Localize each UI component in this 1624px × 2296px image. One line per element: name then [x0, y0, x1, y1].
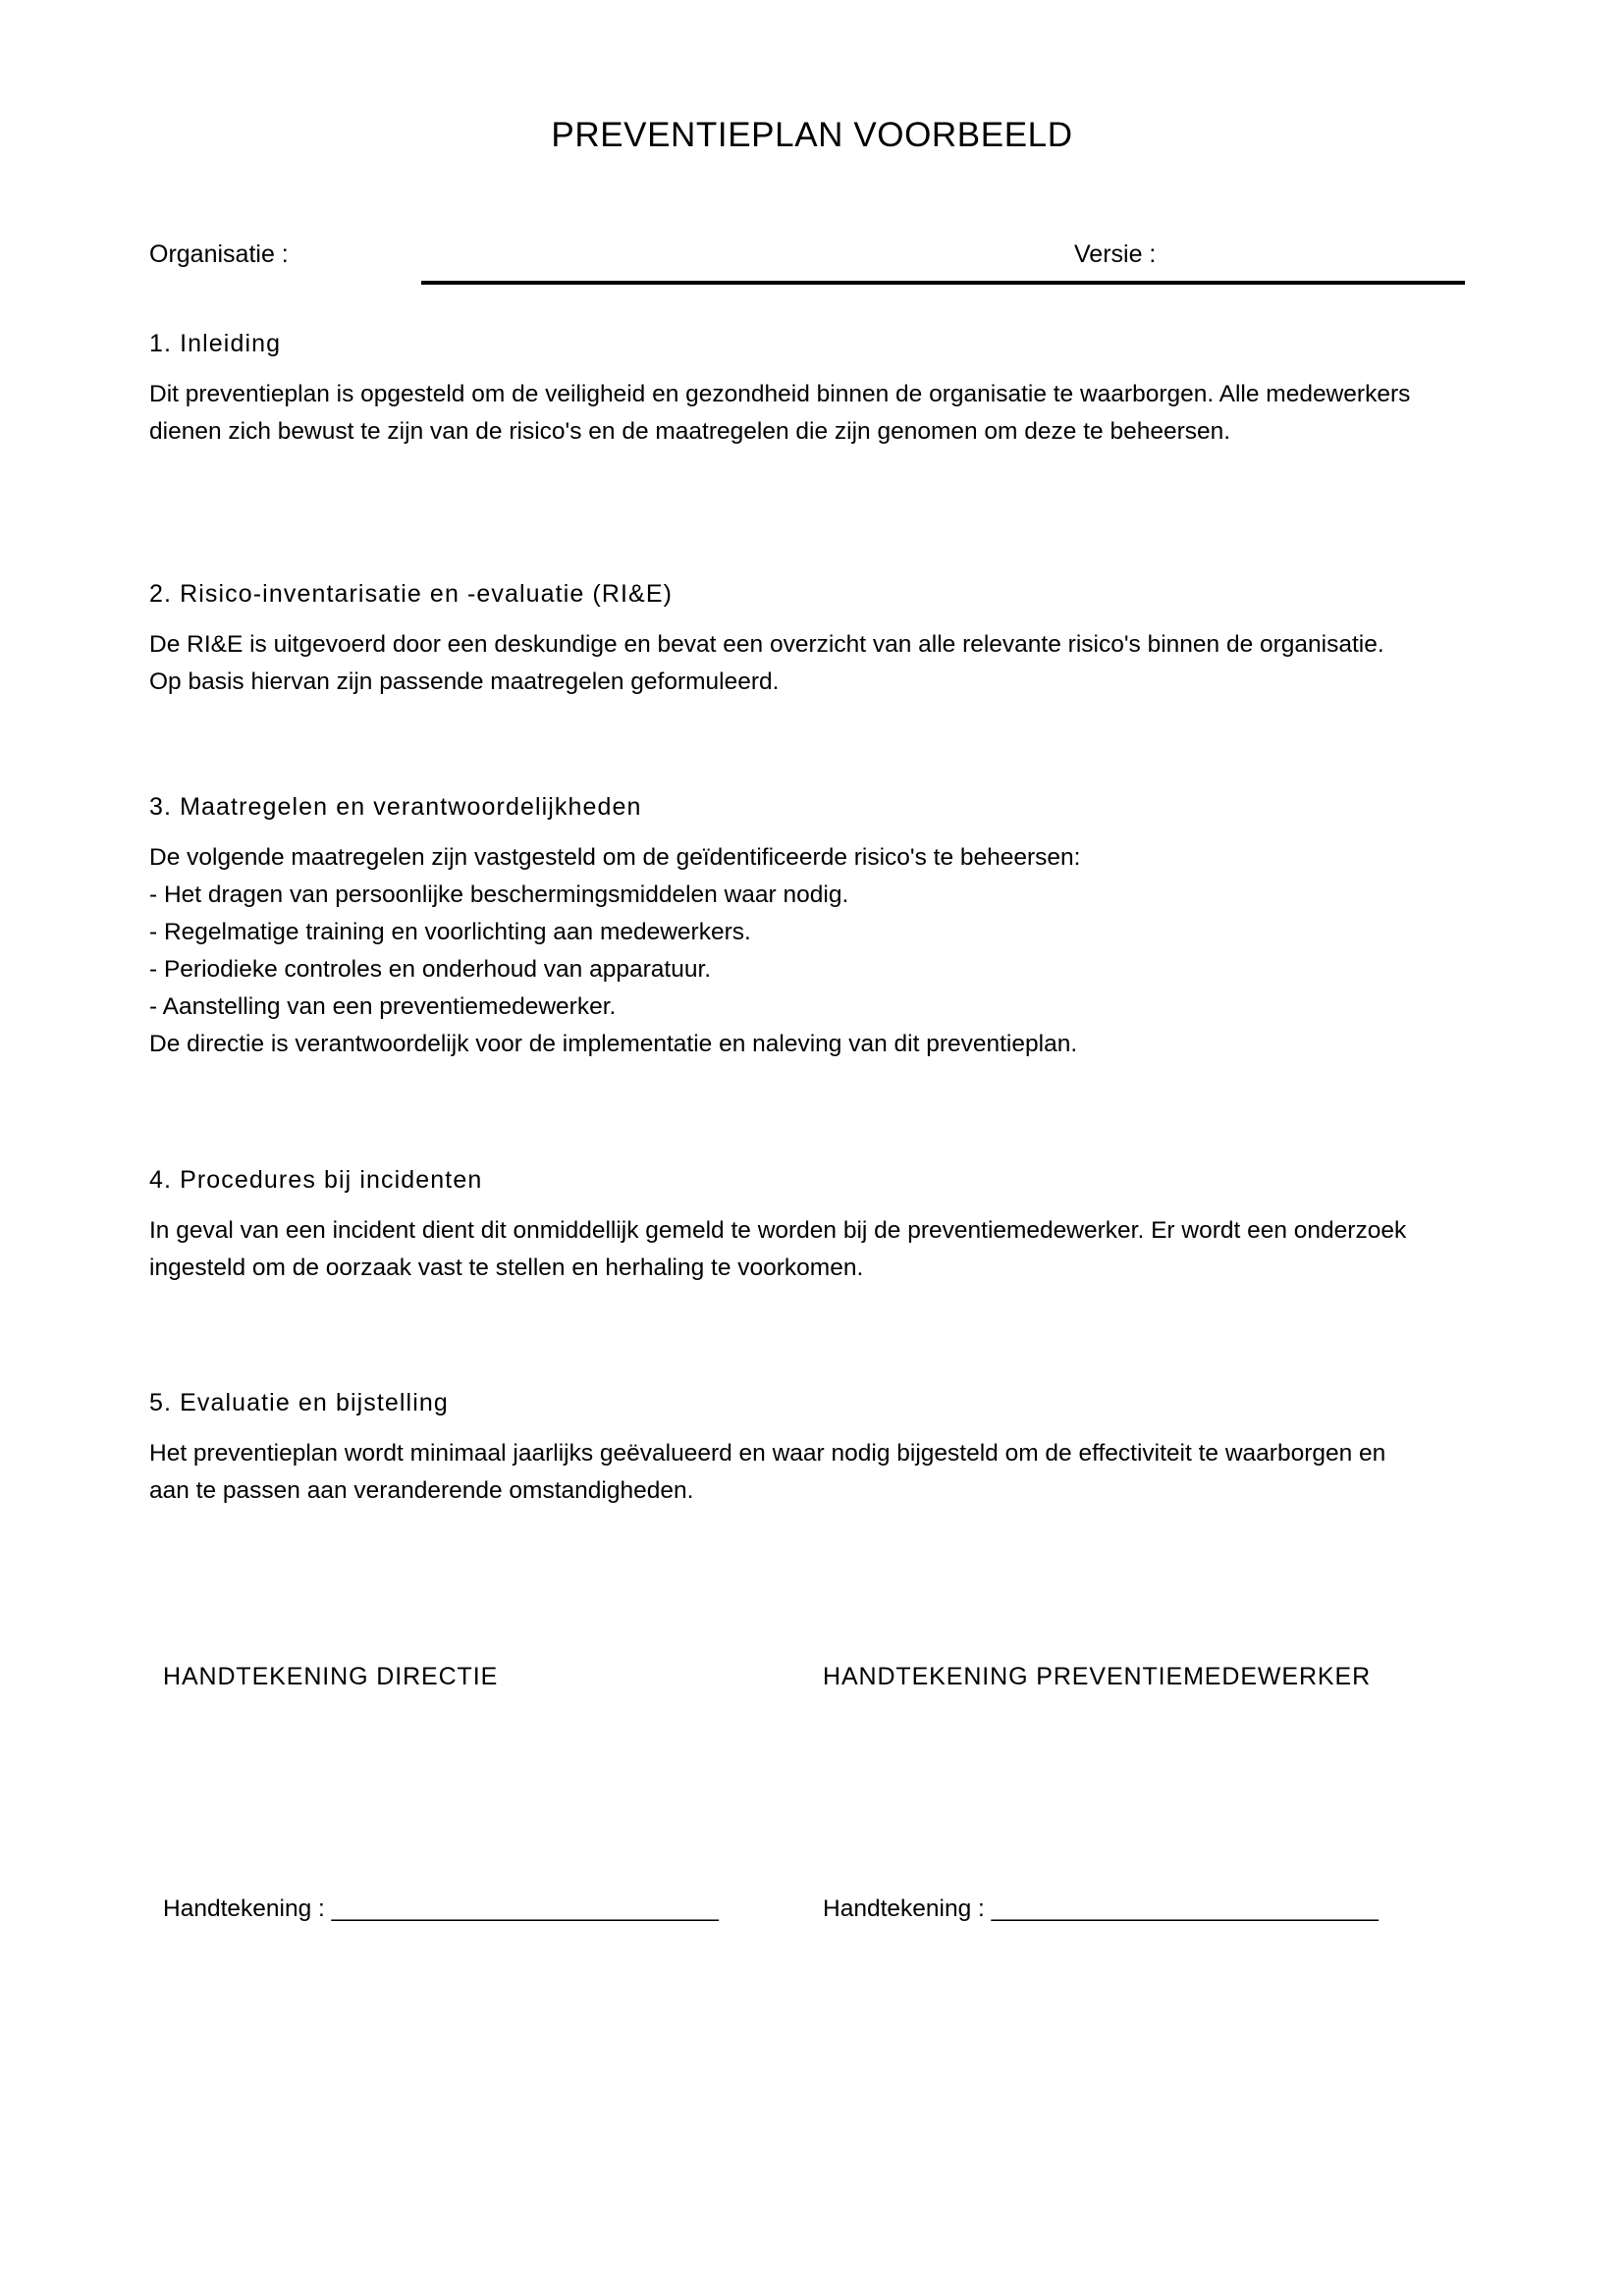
signature-headings	[163, 1660, 1459, 1699]
section-heading: 4. Procedures bij incidenten	[149, 1166, 483, 1194]
section-body: De RI&E is uitgevoerd door een deskundige en bevat een overzicht van alle relevante risico's binnen de organisatie. Op basis hiervan zijn passende maatregelen geformuleerd.	[149, 631, 1384, 695]
signature-label-preventiemedewerker: Handtekening :	[823, 1896, 985, 1922]
signature-blank-directie: ______________________________	[331, 1896, 719, 1922]
measure-item: - Aanstelling van een preventiemedewerker.	[149, 993, 617, 1020]
signature-lines	[163, 1891, 1459, 1934]
section-inleiding	[149, 327, 1418, 451]
section-body	[149, 839, 1418, 1063]
section-rie	[149, 577, 1418, 701]
section-evaluatie	[149, 1386, 1418, 1510]
page-title: PREVENTIEPLAN VOORBEELD	[551, 116, 1073, 154]
section-heading: 3. Maatregelen en verantwoordelijkheden	[149, 793, 642, 821]
document-header-row	[149, 239, 1465, 286]
signature-heading-preventiemedewerker: HANDTEKENING PREVENTIEMEDEWERKER	[823, 1663, 1372, 1690]
measures-closing: De directie is verantwoordelijk voor de implementatie en naleving van dit preventieplan.	[149, 1031, 1078, 1057]
section-heading: 5. Evaluatie en bijstelling	[149, 1389, 449, 1416]
signature-field-directie[interactable]	[163, 1891, 718, 1928]
section-procedures	[149, 1163, 1418, 1287]
measures-intro: De volgende maatregelen zijn vastgesteld om de geïdentificeerde risico's te beheersen:	[149, 844, 1081, 871]
signature-heading-directie: HANDTEKENING DIRECTIE	[163, 1663, 499, 1690]
versie-label: Versie :	[1074, 240, 1157, 268]
signature-blank-preventiemedewerker: ______________________________	[991, 1896, 1379, 1922]
measure-item: - Periodieke controles en onderhoud van apparatuur.	[149, 956, 712, 983]
section-body: Het preventieplan wordt minimaal jaarlijks geëvalueerd en waar nodig bijgesteld om de effectiviteit te waarborgen en aan te passen aan veranderende omstandigheden.	[149, 1440, 1386, 1504]
section-heading: 1. Inleiding	[149, 330, 282, 357]
signature-label-directie: Handtekening :	[163, 1896, 325, 1922]
header-fill-in-rule	[421, 281, 1465, 285]
organisatie-label: Organisatie :	[149, 240, 289, 268]
measure-item: - Regelmatige training en voorlichting aan medewerkers.	[149, 919, 751, 945]
section-body: Dit preventieplan is opgesteld om de veiligheid en gezondheid binnen de organisatie te waarborgen. Alle medewerkers dienen zich bewust te zijn van de risico's en de maatregelen die zijn genomen om deze te beheersen.	[149, 381, 1411, 445]
section-maatregelen	[149, 790, 1418, 1063]
signature-field-preventiemedewerker[interactable]	[823, 1891, 1378, 1928]
section-body: In geval van een incident dient dit onmiddellijk gemeld te worden bij de preventiemedewerker. Er wordt een onderzoek ingesteld om de oorzaak vast te stellen en herhaling te voorkomen.	[149, 1217, 1407, 1281]
section-heading: 2. Risico-inventarisatie en -evaluatie (RI&E)	[149, 580, 674, 608]
measure-item: - Het dragen van persoonlijke beschermingsmiddelen waar nodig.	[149, 881, 849, 908]
